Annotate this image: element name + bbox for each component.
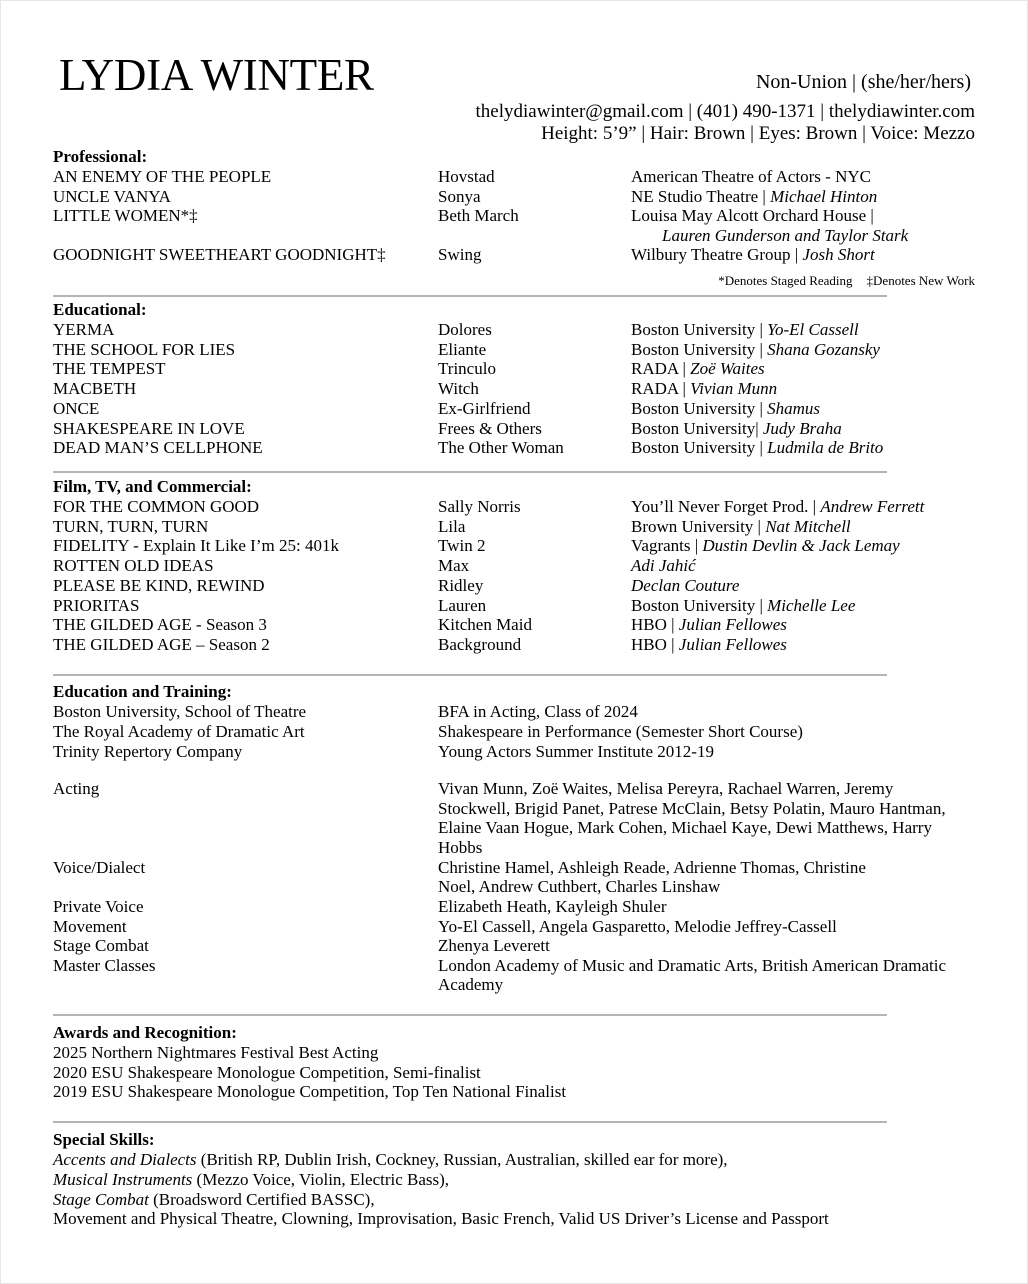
training-line: Stockwell, Brigid Panet, Patrese McClain, Betsy Polatin, Mauro Hantman, bbox=[438, 799, 946, 818]
skill-category: Accents and Dialects bbox=[53, 1150, 197, 1169]
school-name: Trinity Repertory Company bbox=[53, 742, 243, 761]
director-name: Michael Hinton bbox=[770, 187, 878, 206]
director-name: Shamus bbox=[767, 399, 821, 418]
venue-name: HBO | bbox=[631, 615, 679, 634]
director-name: Yo-El Cassell bbox=[767, 320, 859, 339]
credit-title: PRIORITAS bbox=[53, 596, 140, 615]
venue-name: Boston University | bbox=[631, 438, 768, 457]
credit-role: Swing bbox=[438, 245, 482, 264]
school-detail: Shakespeare in Performance (Semester Short Course) bbox=[438, 722, 803, 741]
director-name: Andrew Ferrett bbox=[820, 497, 925, 516]
director-name: Judy Braha bbox=[762, 419, 842, 438]
director-name: Julian Fellowes bbox=[678, 615, 787, 634]
section-divider bbox=[53, 295, 887, 297]
credit-role: The Other Woman bbox=[438, 438, 564, 457]
venue-name: Boston University| bbox=[631, 419, 763, 438]
director-name: Adi Jahić bbox=[631, 556, 696, 575]
credit-venue bbox=[631, 340, 880, 360]
training-line: Noel, Andrew Cuthbert, Charles Linshaw bbox=[438, 877, 721, 896]
credit-venue bbox=[631, 517, 851, 537]
skill-line bbox=[53, 1150, 728, 1170]
director-name: Julian Fellowes bbox=[678, 635, 787, 654]
skill-line bbox=[53, 1190, 375, 1210]
section-heading-skills: Special Skills: bbox=[53, 1130, 155, 1149]
credit-title: YERMA bbox=[53, 320, 115, 339]
director-name: Lauren Gunderson and Taylor Stark bbox=[662, 226, 909, 245]
award-item: 2019 ESU Shakespeare Monologue Competition, Top Ten National Finalist bbox=[53, 1082, 567, 1101]
credit-title: THE SCHOOL FOR LIES bbox=[53, 340, 236, 359]
section-heading-film: Film, TV, and Commercial: bbox=[53, 477, 252, 496]
credit-role: Beth March bbox=[438, 206, 519, 225]
staged-reading-note: *Denotes Staged Reading bbox=[718, 273, 853, 288]
credit-venue bbox=[631, 187, 877, 207]
venue-name: RADA | bbox=[631, 379, 691, 398]
credit-title: GOODNIGHT SWEETHEART GOODNIGHT‡ bbox=[53, 245, 386, 264]
credit-venue bbox=[631, 438, 883, 458]
venue-name: Wilbury Theatre Group | bbox=[631, 245, 803, 264]
training-line: Yo-El Cassell, Angela Gasparetto, Melodie Jeffrey-Cassell bbox=[438, 917, 837, 936]
credit-title: MACBETH bbox=[53, 379, 137, 398]
credit-role: Dolores bbox=[438, 320, 492, 339]
skill-line bbox=[53, 1170, 449, 1190]
director-name: Michelle Lee bbox=[767, 596, 856, 615]
credit-title: PLEASE BE KIND, REWIND bbox=[53, 576, 265, 595]
skill-line bbox=[53, 1209, 829, 1229]
credit-role: Eliante bbox=[438, 340, 487, 359]
credit-venue bbox=[631, 359, 765, 379]
section-heading-professional: Professional: bbox=[53, 147, 148, 166]
school-name: The Royal Academy of Dramatic Art bbox=[53, 722, 305, 741]
credit-role: Sonya bbox=[438, 187, 481, 206]
credit-title: THE GILDED AGE – Season 2 bbox=[53, 635, 270, 654]
new-work-note: ‡Denotes New Work bbox=[866, 273, 975, 288]
skill-detail: (Mezzo Voice, Violin, Electric Bass), bbox=[192, 1170, 450, 1189]
section-heading-education: Education and Training: bbox=[53, 682, 232, 701]
school-detail: Young Actors Summer Institute 2012-19 bbox=[438, 742, 714, 761]
credit-role: Lila bbox=[438, 517, 466, 536]
credit-venue bbox=[631, 576, 739, 596]
credit-role: Frees & Others bbox=[438, 419, 542, 438]
credit-title: THE TEMPEST bbox=[53, 359, 166, 378]
venue-name: HBO | bbox=[631, 635, 679, 654]
training-label: Stage Combat bbox=[53, 936, 149, 955]
credit-venue bbox=[631, 596, 855, 616]
venue-name: Vagrants | bbox=[631, 536, 703, 555]
credit-role: Ridley bbox=[438, 576, 484, 595]
section-divider bbox=[53, 471, 887, 473]
credit-venue bbox=[631, 615, 787, 635]
training-label: Master Classes bbox=[53, 956, 156, 975]
skill-category: Musical Instruments bbox=[53, 1170, 193, 1189]
credit-role: Ex-Girlfriend bbox=[438, 399, 531, 418]
credit-role: Hovstad bbox=[438, 167, 495, 186]
credit-title: ONCE bbox=[53, 399, 100, 418]
venue-name: American Theatre of Actors - NYC bbox=[631, 167, 871, 186]
director-name: Josh Short bbox=[802, 245, 875, 264]
section-divider bbox=[53, 1014, 887, 1016]
training-line: Elaine Vaan Hogue, Mark Cohen, Michael Kaye, Dewi Matthews, Harry bbox=[438, 818, 932, 837]
director-name: Nat Mitchell bbox=[765, 517, 851, 536]
training-label: Acting bbox=[53, 779, 100, 798]
legend-note bbox=[718, 273, 975, 289]
skill-detail: (British RP, Dublin Irish, Cockney, Russian, Australian, skilled ear for more), bbox=[196, 1150, 728, 1169]
training-label: Private Voice bbox=[53, 897, 144, 916]
venue-name: You’ll Never Forget Prod. | bbox=[631, 497, 821, 516]
credit-title: LITTLE WOMEN*‡ bbox=[53, 206, 198, 225]
skill-category: Stage Combat bbox=[53, 1190, 149, 1209]
credit-venue bbox=[631, 497, 924, 517]
training-line: Zhenya Leverett bbox=[438, 936, 550, 955]
venue-name: NE Studio Theatre | bbox=[631, 187, 771, 206]
credit-title: DEAD MAN’S CELLPHONE bbox=[53, 438, 263, 457]
venue-name: Brown University | bbox=[631, 517, 766, 536]
credit-title: SHAKESPEARE IN LOVE bbox=[53, 419, 245, 438]
award-item: 2025 Northern Nightmares Festival Best Acting bbox=[53, 1043, 379, 1062]
credit-venue: Louisa May Alcott Orchard House | bbox=[631, 206, 874, 225]
credit-role: Lauren bbox=[438, 596, 487, 615]
credit-title: UNCLE VANYA bbox=[53, 187, 171, 206]
section-heading-awards: Awards and Recognition: bbox=[53, 1023, 237, 1042]
contact-info: thelydiawinter@gmail.com | (401) 490-1371 | thelydiawinter.com bbox=[475, 101, 975, 122]
venue-name: Boston University | bbox=[631, 399, 768, 418]
school-detail: BFA in Acting, Class of 2024 bbox=[438, 702, 638, 721]
section-divider bbox=[53, 1121, 887, 1123]
training-label: Movement bbox=[53, 917, 127, 936]
training-line: Christine Hamel, Ashleigh Reade, Adrienne Thomas, Christine bbox=[438, 858, 866, 877]
credit-venue bbox=[631, 419, 842, 439]
credit-role: Sally Norris bbox=[438, 497, 521, 516]
credit-title: TURN, TURN, TURN bbox=[53, 517, 209, 536]
physical-stats: Height: 5’9” | Hair: Brown | Eyes: Brown | Voice: Mezzo bbox=[541, 123, 975, 144]
award-item: 2020 ESU Shakespeare Monologue Competition, Semi-finalist bbox=[53, 1063, 481, 1082]
credit-role: Kitchen Maid bbox=[438, 615, 532, 634]
section-divider bbox=[53, 674, 887, 676]
training-line: Vivan Munn, Zoë Waites, Melisa Pereyra, Rachael Warren, Jeremy bbox=[438, 779, 894, 798]
credit-role: Twin 2 bbox=[438, 536, 486, 555]
credit-venue bbox=[631, 167, 871, 187]
director-name: Shana Gozansky bbox=[767, 340, 880, 359]
credit-venue bbox=[631, 536, 900, 556]
training-line: London Academy of Music and Dramatic Arts, British American Dramatic bbox=[438, 956, 946, 975]
venue-name: RADA | bbox=[631, 359, 691, 378]
credit-venue bbox=[631, 635, 787, 655]
director-name: Dustin Devlin & Jack Lemay bbox=[702, 536, 900, 555]
director-name: Declan Couture bbox=[631, 576, 740, 595]
credit-venue bbox=[631, 399, 820, 419]
credit-role: Witch bbox=[438, 379, 479, 398]
venue-name: Boston University | bbox=[631, 340, 768, 359]
section-heading-educational: Educational: bbox=[53, 300, 147, 319]
director-name: Vivian Munn bbox=[690, 379, 778, 398]
credit-role: Background bbox=[438, 635, 522, 654]
training-line: Elizabeth Heath, Kayleigh Shuler bbox=[438, 897, 667, 916]
credit-title: FIDELITY - Explain It Like I’m 25: 401k bbox=[53, 536, 339, 555]
director-name: Zoë Waites bbox=[690, 359, 765, 378]
credit-venue bbox=[631, 320, 859, 340]
credit-title: FOR THE COMMON GOOD bbox=[53, 497, 260, 516]
credit-role: Max bbox=[438, 556, 470, 575]
venue-name: Boston University | bbox=[631, 320, 768, 339]
credit-title: ROTTEN OLD IDEAS bbox=[53, 556, 214, 575]
union-pronouns: Non-Union | (she/her/hers) bbox=[755, 71, 971, 93]
training-line: Hobbs bbox=[438, 838, 483, 857]
credit-venue bbox=[631, 379, 777, 399]
training-line: Academy bbox=[438, 975, 504, 994]
skill-detail: (Broadsword Certified BASSC), bbox=[148, 1190, 375, 1209]
training-label: Voice/Dialect bbox=[53, 858, 146, 877]
venue-name: Boston University | bbox=[631, 596, 768, 615]
school-name: Boston University, School of Theatre bbox=[53, 702, 307, 721]
credit-role: Trinculo bbox=[438, 359, 496, 378]
skill-detail: Movement and Physical Theatre, Clowning, Improvisation, Basic French, Valid US Driver’s License and Passport bbox=[53, 1209, 829, 1228]
credit-venue bbox=[631, 245, 875, 265]
credit-title: AN ENEMY OF THE PEOPLE bbox=[53, 167, 272, 186]
director-name: Ludmila de Brito bbox=[767, 438, 884, 457]
actor-name: LYDIA WINTER bbox=[59, 50, 374, 100]
credit-venue bbox=[631, 556, 696, 576]
credit-title: THE GILDED AGE - Season 3 bbox=[53, 615, 267, 634]
